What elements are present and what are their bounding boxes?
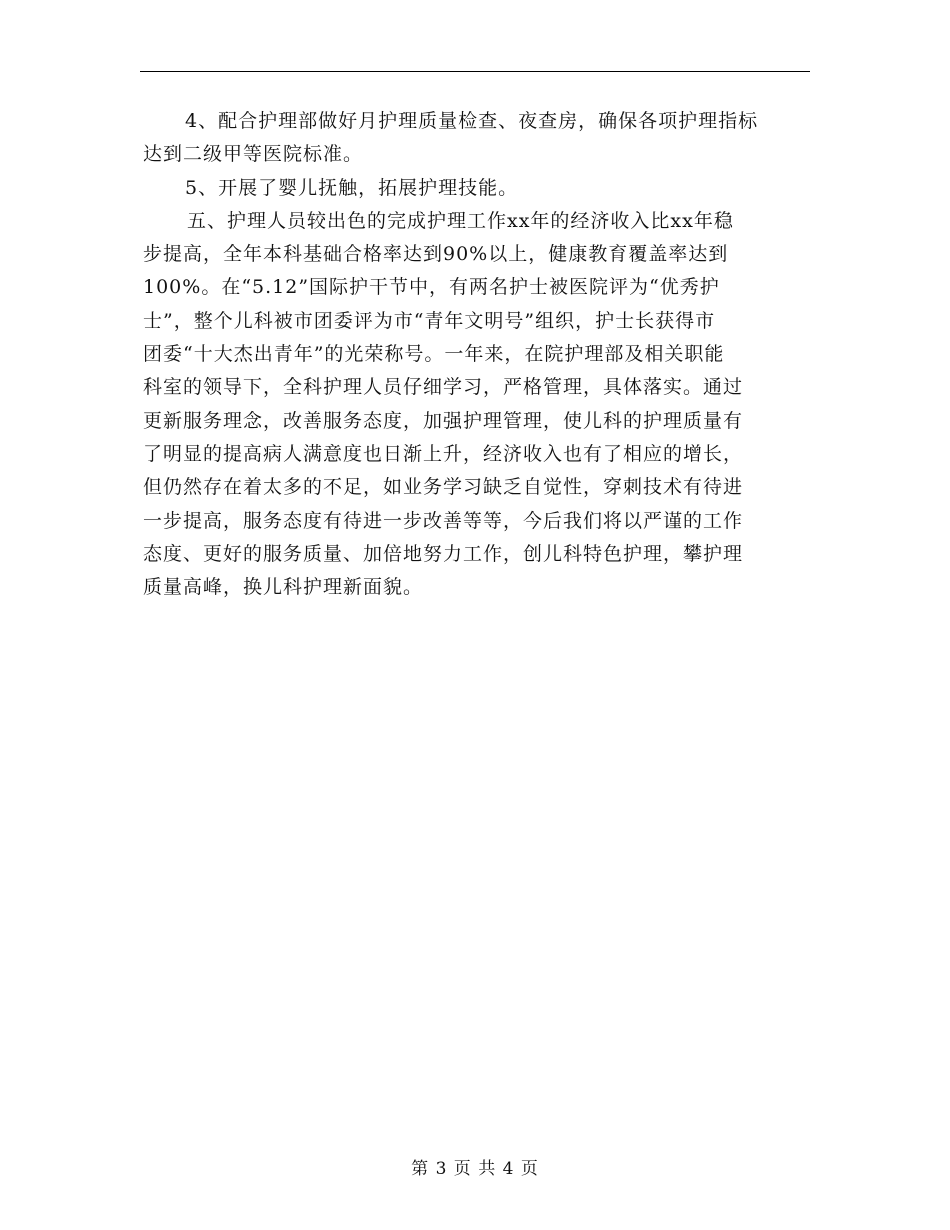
text-line: 五、护理人员较出色的完成护理工作xx年的经济收入比xx年稳 xyxy=(187,209,734,232)
item-4-paragraph xyxy=(143,105,809,172)
text-line: 步提高，全年本科基础合格率达到90%以上，健康教育覆盖率达到 xyxy=(143,243,729,266)
text-line: 4、配合护理部做好月护理质量检查、夜查房，确保各项护理指标 xyxy=(185,110,759,132)
text-line: 但仍然存在着太多的不足，如业务学习缺乏自觉性，穿刺技术有待进 xyxy=(143,476,744,499)
text-line: 100%。在“5.12”国际护干节中，有两名护士被医院评为“优秀护 xyxy=(143,276,720,299)
page-number-footer: 第 3 页 共 4 页 xyxy=(411,1159,539,1179)
text-line: 士”，整个儿科被市团委评为市“青年文明号”组织，护士长获得市 xyxy=(143,309,716,332)
text-line: 一步提高，服务态度有待进一步改善等等，今后我们将以严谨的工作 xyxy=(143,509,744,532)
text-line: 态度、更好的服务质量、加倍地努力工作，创儿科特色护理，攀护理 xyxy=(143,542,744,565)
text-line: 团委“十大杰出青年”的光荣称号。一年来，在院护理部及相关职能 xyxy=(143,343,725,366)
header-rule xyxy=(140,71,810,72)
document-body xyxy=(143,105,809,604)
text-line: 了明显的提高病人满意度也日渐上升，经济收入也有了相应的增长， xyxy=(143,442,744,465)
section-5-paragraph xyxy=(143,205,809,605)
text-line: 质量高峰，换儿科护理新面貌。 xyxy=(143,576,424,599)
item-5-paragraph xyxy=(143,172,809,205)
text-line: 5、开展了婴儿抚触，拓展护理技能。 xyxy=(185,176,519,199)
text-line: 达到二级甲等医院标准。 xyxy=(143,143,364,166)
text-line: 科室的领导下，全科护理人员仔细学习，严格管理，具体落实。通过 xyxy=(143,376,744,399)
text-line: 更新服务理念，改善服务态度，加强护理管理，使儿科的护理质量有 xyxy=(143,409,744,432)
